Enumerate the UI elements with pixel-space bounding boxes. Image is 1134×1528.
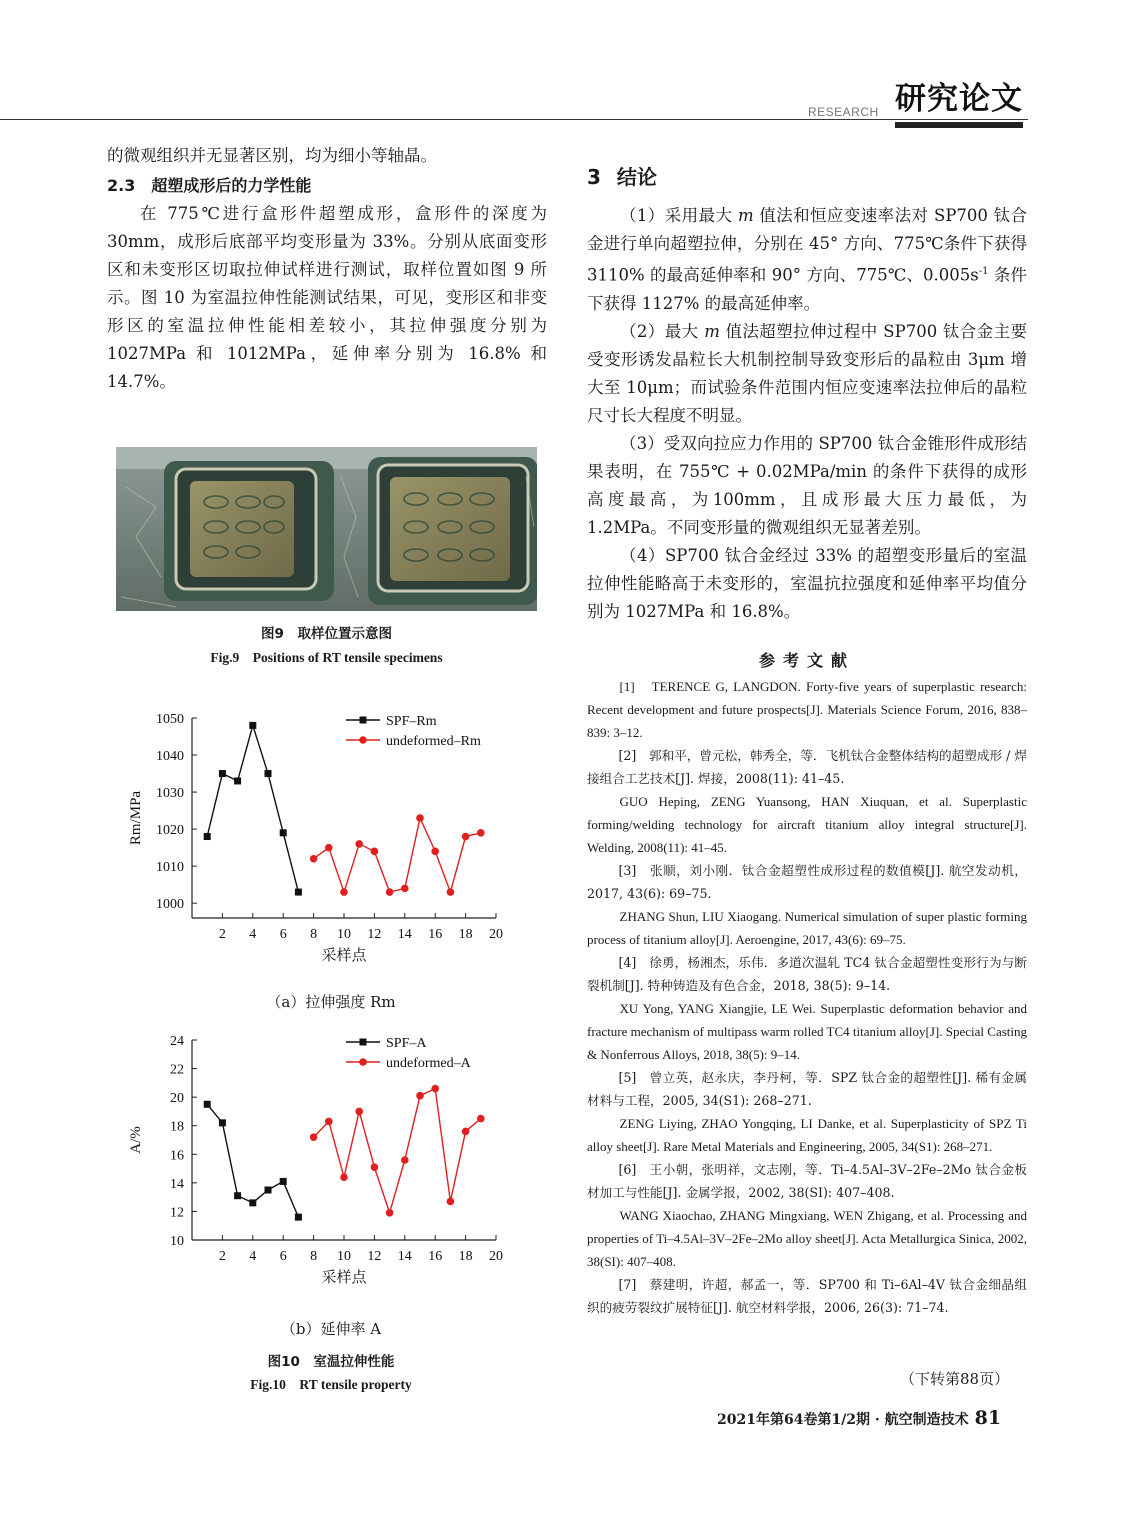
legend-entry xyxy=(346,714,437,729)
data-point xyxy=(249,1199,256,1206)
x-tick-label: 10 xyxy=(337,1249,351,1264)
fig9-caption-cn: 图9 取样位置示意图 xyxy=(261,626,392,642)
reference-item: GUO Heping, ZENG Yuansong, HAN Xiuquan, et al. Superplastic forming/welding technology for aircraft titanium alloy integral structure[J]. Welding, 2008(11): 41–45. xyxy=(587,794,1027,855)
legend-label: undeformed–Rm xyxy=(386,734,481,749)
data-point xyxy=(219,770,226,777)
legend-marker xyxy=(359,1058,367,1066)
series-spf xyxy=(204,722,302,896)
series-line xyxy=(314,818,481,892)
page-footer xyxy=(717,1407,1001,1429)
reference-item: [7] 蔡建明，许超，郝孟一，等．SP700 和 Ti–6Al–4V 钛合金细晶组织的疲劳裂纹扩展特征[J]. 航空材料学报，2006, 26(3): 71–74. xyxy=(587,1277,1027,1315)
reference-item: XU Yong, YANG Xiangjie, LE Wei. Superplastic deformation behavior and fracture mechanism of multipass warm rolled TC4 titanium alloy[J]. Special Casting & Nonferrous Alloys, 2018, 38(5): 9–14. xyxy=(587,1001,1027,1062)
chart-axes xyxy=(128,1034,503,1286)
data-point xyxy=(325,844,333,852)
x-tick-label: 6 xyxy=(279,927,287,942)
page-number: 81 xyxy=(974,1407,1002,1429)
series-line xyxy=(207,725,298,892)
y-tick-label: 16 xyxy=(170,1148,184,1164)
reference-item: [1] TERENCE G, LANGDON. Forty-five years of superplastic research: Recent development and future prospects[J]. Materials Science Forum, 2016, 838–839: 3–12. xyxy=(587,679,1027,740)
data-point xyxy=(340,888,348,896)
x-tick-label: 4 xyxy=(249,927,257,942)
reference-item: [5] 曾立英，赵永庆，李丹柯，等．SPZ 钛合金的超塑性[J]. 稀有金属材料与工程，2005, 34(S1): 268–271. xyxy=(587,1070,1027,1108)
reference-item: ZENG Liying, ZHAO Yongqing, LI Danke, et al. Superplasticity of SPZ Ti alloy sheet[J]. Rare Metal Materials and Engineering, 2005, 34(S1): 268–271. xyxy=(587,1116,1027,1154)
y-tick-label: 12 xyxy=(170,1205,184,1221)
data-point xyxy=(462,1128,470,1136)
x-tick-label: 18 xyxy=(458,1249,473,1264)
reference-item: [3] 张顺，刘小刚．钛合金超塑性成形过程的数值模[J]. 航空发动机，2017, 43(6): 69–75. xyxy=(587,863,1027,901)
section-3-heading xyxy=(587,162,1027,192)
reference-item: WANG Xiaochao, ZHANG Mingxiang, WEN Zhigang, et al. Processing and properties of Ti–4.5Al–3V–2Fe–2Mo alloy sheet[J]. Acta Metallurgica Sinica, 2002, 38(SI): 407–408. xyxy=(587,1208,1027,1269)
data-point xyxy=(386,1209,394,1217)
y-tick-label: 1010 xyxy=(156,860,184,876)
y-axis-label: Rm/MPa xyxy=(128,790,144,846)
data-point xyxy=(265,770,272,777)
data-point xyxy=(386,888,394,896)
conclusion-3: （3）受双向拉应力作用的 SP700 钛合金锥形件成形结果表明，在 755℃ + 0.02MPa/min 的条件下获得的成形高度最高，为100mm，且成形最大压力最低，为 1.2MPa。不同变形量的微观组织无显著差别。 xyxy=(587,433,1027,537)
data-point xyxy=(219,1119,226,1126)
x-axis-label: 采样点 xyxy=(321,1270,367,1286)
data-point xyxy=(310,855,318,863)
legend-entry xyxy=(346,1036,427,1051)
data-point xyxy=(416,1092,424,1100)
legend-marker xyxy=(359,736,367,744)
data-point xyxy=(477,829,485,837)
legend-label: undeformed–A xyxy=(386,1056,471,1071)
legend-label: SPF–Rm xyxy=(386,714,437,729)
data-point xyxy=(234,777,241,784)
legend-marker xyxy=(360,717,367,724)
fig10a-chart xyxy=(116,700,546,990)
header-rule xyxy=(0,119,1028,120)
series-spf xyxy=(204,1101,302,1221)
right-column xyxy=(587,162,1027,626)
fig9-photo xyxy=(116,447,537,611)
data-point xyxy=(355,840,363,848)
x-tick-label: 18 xyxy=(458,927,473,942)
header-section-title: 研究论文 xyxy=(895,80,1023,128)
intro-line: 的微观组织并无显著区别，均为细小等轴晶。 xyxy=(107,146,437,165)
y-tick-label: 22 xyxy=(170,1062,184,1078)
data-point xyxy=(401,1156,409,1164)
x-tick-label: 16 xyxy=(428,927,443,942)
x-axis-label: 采样点 xyxy=(321,948,367,964)
data-point xyxy=(462,833,470,841)
y-tick-label: 1030 xyxy=(156,786,184,802)
data-point xyxy=(477,1115,485,1123)
fig10a-subcaption: （a）拉伸强度 Rm xyxy=(266,993,396,1011)
section-3-title: 结论 xyxy=(616,165,657,189)
data-point xyxy=(416,814,424,822)
x-tick-label: 12 xyxy=(367,927,382,942)
data-point xyxy=(401,885,409,893)
data-point xyxy=(431,848,439,856)
legend-label: SPF–A xyxy=(386,1036,427,1051)
y-tick-label: 24 xyxy=(170,1034,184,1049)
x-tick-label: 4 xyxy=(249,1249,257,1264)
journal-issue: 2021年第64卷第1/2期 · 航空制造技术 xyxy=(717,1412,969,1428)
chart-axes xyxy=(128,712,503,964)
x-tick-label: 12 xyxy=(367,1249,382,1264)
section-3-number: 3 xyxy=(587,165,601,189)
fig10-caption-cn: 图10 室温拉伸性能 xyxy=(267,1354,395,1370)
header-english-label: RESEARCH xyxy=(808,105,879,119)
data-point xyxy=(340,1173,348,1181)
data-point xyxy=(265,1187,272,1194)
data-point xyxy=(234,1192,241,1199)
data-point xyxy=(280,1178,287,1185)
x-tick-label: 20 xyxy=(489,927,503,942)
x-tick-label: 10 xyxy=(337,927,351,942)
data-point xyxy=(371,1163,379,1171)
x-tick-label: 14 xyxy=(397,927,412,942)
x-tick-label: 6 xyxy=(279,1249,287,1264)
x-tick-label: 8 xyxy=(310,927,318,942)
data-point xyxy=(447,1198,455,1206)
x-tick-label: 2 xyxy=(218,1249,226,1264)
fig10b-chart xyxy=(116,1022,546,1314)
fig10b-subcaption: （b）延伸率 A xyxy=(280,1320,382,1338)
x-tick-label: 8 xyxy=(310,1249,318,1264)
x-tick-label: 2 xyxy=(218,927,226,942)
data-point xyxy=(249,722,256,729)
x-tick-label: 16 xyxy=(428,1249,443,1264)
reference-item: [2] 郭和平，曾元松，韩秀全，等．飞机钛合金整体结构的超塑成形 / 焊接组合工艺技术[J]. 焊接，2008(11): 41–45. xyxy=(587,748,1027,786)
left-column xyxy=(107,142,547,396)
references-title: 参考文献 xyxy=(758,651,855,670)
legend-marker xyxy=(360,1039,367,1046)
conclusion-4: （4）SP700 钛合金经过 33% 的超塑变形量后的室温拉伸性能略高于未变形的，室温抗拉强度和延伸率平均值分别为 1027MPa 和 16.8%。 xyxy=(587,545,1027,621)
data-point xyxy=(280,829,287,836)
series-undeformed xyxy=(310,1085,485,1217)
y-tick-label: 1040 xyxy=(156,749,184,765)
x-tick-label: 14 xyxy=(397,1249,412,1264)
data-point xyxy=(325,1118,333,1126)
legend-entry xyxy=(346,734,481,749)
section-2-3-heading: 2.3 超塑成形后的力学性能 xyxy=(107,176,312,195)
data-point xyxy=(310,1133,318,1141)
data-point xyxy=(204,1101,211,1108)
section-2-3-paragraph: 在 775℃进行盒形件超塑成形，盒形件的深度为 30mm，成形后底部平均变形量为 33%。分别从底面变形区和未变形区切取拉伸试样进行测试，取样位置如图 9 所示。图 10 为室温拉伸性能测试结果，可见，变形区和非变形区的室温拉伸性能相差较小，其拉伸强度分别为 1027MPa 和 1012MPa，延伸率分别为 16.8% 和 14.7%。 xyxy=(107,204,547,391)
data-point xyxy=(431,1085,439,1093)
data-point xyxy=(204,833,211,840)
y-axis-label: A/% xyxy=(128,1126,144,1154)
data-point xyxy=(295,889,302,896)
y-tick-label: 20 xyxy=(170,1091,184,1107)
fig9-caption-en: Fig.9 Positions of RT tensile specimens xyxy=(210,650,443,665)
x-tick-label: 20 xyxy=(489,1249,503,1264)
y-tick-label: 1020 xyxy=(156,823,184,839)
continued-note: （下转第88页） xyxy=(900,1370,1010,1388)
fig10-caption-en: Fig.10 RT tensile property xyxy=(250,1377,412,1392)
y-tick-label: 1050 xyxy=(156,712,184,727)
conclusion-1: （1）采用最大 m 值法和恒应变速率法对 SP700 钛合金进行单向超塑拉伸，分别在 45° 方向、775℃条件下获得 3110% 的最高延伸率和 90° 方向、775℃、$0.005s^{-1}$ 条件下获得 1127% 的最高延伸率。 xyxy=(587,206,1027,313)
reference-item: [6] 王小朝，张明祥，文志刚，等．Ti–4.5Al–3V–2Fe–2Mo 钛合金板材加工与性能[J]. 金属学报，2002, 38(SI): 407–408. xyxy=(587,1162,1027,1200)
reference-item: [4] 徐勇，杨湘杰，乐伟．多道次温轧 TC4 钛合金超塑性变形行为与断裂机制[J]. 特种铸造及有色合金，2018, 38(5): 9–14. xyxy=(587,955,1027,993)
y-tick-label: 1000 xyxy=(156,897,184,913)
conclusion-2: （2）最大 m 值法超塑拉伸过程中 SP700 钛合金主要受变形诱发晶粒长大机制控制导致变形后的晶粒由 3μm 增大至 10μm；而试验条件范围内恒应变速率法拉伸后的晶粒尺寸长大程度不明显。 xyxy=(587,321,1027,425)
series-line xyxy=(314,1089,481,1213)
legend-entry xyxy=(346,1056,472,1071)
reference-item: ZHANG Shun, LIU Xiaogang. Numerical simulation of super plastic forming process of titanium alloy[J]. Aeroengine, 2017, 43(6): 69–75. xyxy=(587,909,1027,947)
y-tick-label: 10 xyxy=(170,1234,184,1249)
data-point xyxy=(447,888,455,896)
references-list xyxy=(587,675,1027,1319)
data-point xyxy=(355,1108,363,1116)
series-undeformed xyxy=(310,814,485,896)
data-point xyxy=(371,848,379,856)
y-tick-label: 14 xyxy=(170,1176,184,1192)
y-tick-label: 18 xyxy=(170,1119,184,1135)
data-point xyxy=(295,1214,302,1221)
